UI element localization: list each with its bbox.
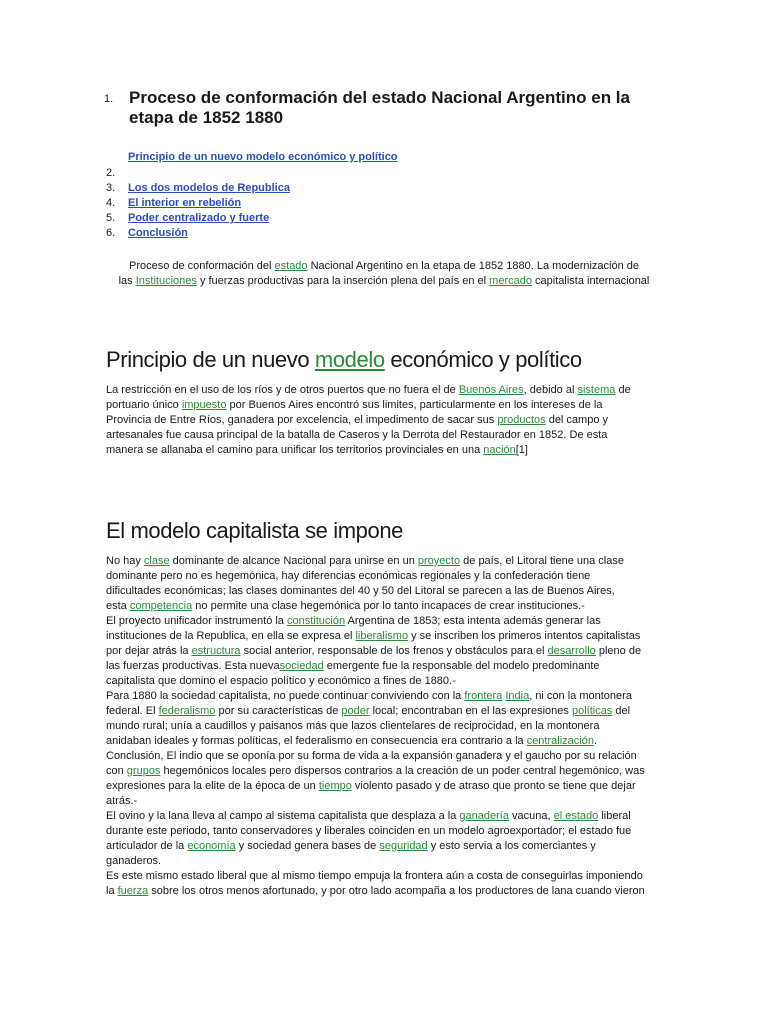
- section1-paragraph: La restricción en el uso de los ríos y de otros puertos que no fuera el de Buenos Aires, debido al sistema de portuario único impuesto por Buenos Aires encontró sus limites, particularmente en los intereses de la Provincia de Entre Ríos, ganadera por excelencia, el impedimento de sacar sus productos del campo y artesanales fue causa principal de la batalla de Caseros y la Derrota del Restaurador en 1852. De esta manera se allanaba el camino para unificar los territorios provinciales en una nación[1]: [106, 384, 631, 456]
- text-line: [106, 614, 662, 629]
- text-segment: de país, el Litoral tiene una clase: [460, 555, 624, 567]
- text-segment: expresiones para la elite de la época de un: [106, 780, 319, 792]
- inline-link[interactable]: estructura: [191, 645, 241, 657]
- text-line: [106, 674, 662, 689]
- text-line: [106, 704, 662, 719]
- title-text: Proceso de conformación del estado Nacional Argentino en la etapa de 1852 1880: [129, 88, 630, 127]
- inline-link[interactable]: el estado: [553, 810, 599, 822]
- text-segment: mundo rural; unía a caudillos y paisanos más que lazos clientelares de reciprocidad, en la montonera: [106, 720, 600, 732]
- text-segment: .: [593, 735, 598, 747]
- text-segment: capitalista que domino el espacio político y económico a fines de 1880.-: [106, 675, 456, 687]
- inline-link[interactable]: seguridad: [379, 840, 428, 852]
- inline-link[interactable]: políticas: [571, 705, 613, 717]
- text-segment: por su características de: [215, 705, 342, 717]
- inline-link[interactable]: liberalismo: [355, 630, 409, 642]
- link-impuesto[interactable]: impuesto: [181, 399, 227, 411]
- toc-link-modelos[interactable]: Los dos modelos de Republica: [128, 182, 290, 194]
- text-line: [106, 599, 662, 614]
- text-line: [106, 809, 662, 824]
- text-line: [106, 734, 662, 749]
- table-of-contents: [106, 150, 398, 241]
- text-segment: con: [106, 765, 127, 777]
- text-line: [106, 719, 662, 734]
- inline-link[interactable]: India: [505, 690, 530, 702]
- inline-link[interactable]: frontera: [464, 690, 503, 702]
- text-segment: Conclusión, El indio que se oponía por su forma de vida a la expansión ganadera y el gaucho por su relación: [106, 750, 637, 762]
- toc-link-interior[interactable]: El interior en rebelión: [128, 197, 242, 209]
- link-estado[interactable]: estado: [274, 260, 308, 272]
- text-segment: la: [106, 885, 118, 897]
- text-line: [106, 764, 662, 779]
- text-segment: , ni con la montonera: [529, 690, 632, 702]
- link-mercado[interactable]: mercado: [489, 275, 532, 287]
- inline-link[interactable]: fuerza: [117, 885, 149, 897]
- inline-link[interactable]: desarrollo: [547, 645, 596, 657]
- text-segment: pleno de: [595, 645, 642, 657]
- text-segment: ganaderos.: [106, 855, 162, 867]
- text-segment: sobre los otros menos afortunado, y por otro lado acompaña a los productores de lana cuando vieron: [148, 885, 645, 897]
- text-line: [106, 854, 662, 869]
- text-line: [106, 629, 662, 644]
- text-segment: esta: [106, 600, 130, 612]
- inline-link[interactable]: sociedad: [279, 660, 324, 672]
- text-segment: liberal: [598, 810, 631, 822]
- text-segment: articulador de la: [106, 840, 188, 852]
- text-segment: social anterior, responsable de los frenos y obstáculos para el: [240, 645, 548, 657]
- toc-item: 6. Conclusión: [106, 227, 188, 239]
- inline-link[interactable]: poder: [341, 705, 370, 717]
- text-segment: no permite una clase hegemónica por lo tanto incapaces de crear instituciones.-: [192, 600, 585, 612]
- text-line: [106, 554, 662, 569]
- section-heading-capitalista: El modelo capitalista se impone: [106, 518, 403, 543]
- intro-paragraph: Proceso de conformación del estado Nacional Argentino en la etapa de 1852 1880. La modernización de las Instituciones y fuerzas productivas para la inserción plena del país en el mercado capitalista internacional: [118, 260, 650, 287]
- text-line: [106, 869, 662, 884]
- inline-link[interactable]: economía: [187, 840, 236, 852]
- text-segment: y se inscriben los primeros intentos capitalistas: [408, 630, 641, 642]
- text-segment: Es este mismo estado liberal que al mismo tiempo empuja la frontera aún a costa de conseguirlas imponiendo: [106, 870, 643, 882]
- text-line: [106, 839, 662, 854]
- text-line: [106, 824, 662, 839]
- inline-link[interactable]: competencia: [129, 600, 193, 612]
- text-segment: durante este periodo, tanto conservadores y liberales coinciden en un modelo agroexportador; el estado fue: [106, 825, 632, 837]
- inline-link[interactable]: constitución: [286, 615, 346, 627]
- text-segment: atrás.-: [106, 795, 138, 807]
- text-line: [106, 644, 662, 659]
- text-segment: local; encontraban en el las expresiones: [369, 705, 572, 717]
- text-segment: las fuerzas productivas. Esta nueva: [106, 660, 280, 672]
- text-segment: vacuna,: [508, 810, 554, 822]
- toc-item: 2.: [106, 167, 116, 179]
- text-segment: por dejar atrás la: [106, 645, 192, 657]
- text-line: [106, 569, 662, 584]
- inline-link[interactable]: grupos: [126, 765, 161, 777]
- text-line: [106, 749, 662, 764]
- text-segment: El proyecto unificador instrumentó la: [106, 615, 287, 627]
- link-modelo[interactable]: modelo: [314, 347, 385, 372]
- toc-item: 3. Los dos modelos de Republica: [106, 182, 290, 194]
- inline-link[interactable]: clase: [143, 555, 170, 567]
- text-segment: Argentina de 1853; esta intenta además generar las: [345, 615, 601, 627]
- link-instituciones[interactable]: Instituciones: [135, 275, 197, 287]
- text-line: [106, 779, 662, 794]
- inline-link[interactable]: tiempo: [318, 780, 352, 792]
- text-segment: y esto servia a los comerciantes y: [427, 840, 596, 852]
- text-segment: instituciones de la Republica, en ella se expresa el: [106, 630, 356, 642]
- text-line: [106, 659, 662, 674]
- text-segment: hegemónicos locales pero dispersos contrarios a la creación de un poder central hegemónico, was: [160, 765, 645, 777]
- inline-link[interactable]: ganadería: [459, 810, 509, 822]
- title-number: 1.: [104, 93, 114, 105]
- text-segment: Para 1880 la sociedad capitalista, no puede continuar conviviendo con la: [106, 690, 465, 702]
- text-segment: dificultades económicas; las clases dominantes del 40 y 50 del Litoral se parecen a las de Buenos Aires,: [106, 585, 615, 597]
- text-segment: violento pasado y de atraso que pronto se tiene que dejar: [351, 780, 636, 792]
- toc-link-conclusion[interactable]: Conclusión: [128, 227, 188, 239]
- link-nacion[interactable]: nación: [483, 444, 516, 456]
- link-productos[interactable]: productos: [497, 414, 546, 426]
- toc-link-principio[interactable]: Principio de un nuevo modelo económico y político: [128, 151, 398, 163]
- document-title: [104, 88, 664, 128]
- text-segment: dominante pero no es hegemónica, hay diferencias económicas regionales y la confederación tiene: [106, 570, 591, 582]
- link-buenos-aires[interactable]: Buenos Aires: [458, 384, 524, 396]
- inline-link[interactable]: centralización: [526, 735, 594, 747]
- text-segment: dominante de alcance Nacional para unirse en un: [169, 555, 418, 567]
- text-segment: y sociedad genera bases de: [235, 840, 380, 852]
- text-segment: El ovino y la lana lleva al campo al sistema capitalista que desplaza a la: [106, 810, 460, 822]
- section-heading-principio: Principio de un nuevo modelo económico y político: [106, 347, 582, 372]
- text-segment: federal. El: [106, 705, 159, 717]
- toc-item: [106, 150, 398, 166]
- toc-link-poder[interactable]: Poder centralizado y fuerte: [128, 212, 270, 224]
- text-line: [106, 884, 662, 899]
- text-segment: No hay: [106, 555, 144, 567]
- text-line: [106, 689, 662, 704]
- inline-link[interactable]: federalismo: [158, 705, 216, 717]
- toc-item: 4. El interior en rebelión: [106, 197, 242, 209]
- section2-paragraph: [106, 554, 662, 899]
- text-segment: anidaban ideales y formas políticas, el federalismo en consecuencia era contrario a la: [106, 735, 527, 747]
- text-line: [106, 794, 662, 809]
- link-sistema[interactable]: sistema: [577, 384, 616, 396]
- text-line: [106, 584, 662, 599]
- text-segment: emergente fue la responsable del modelo predominante: [323, 660, 600, 672]
- toc-item: 5. Poder centralizado y fuerte: [106, 212, 270, 224]
- text-segment: del: [612, 705, 631, 717]
- inline-link[interactable]: proyecto: [417, 555, 461, 567]
